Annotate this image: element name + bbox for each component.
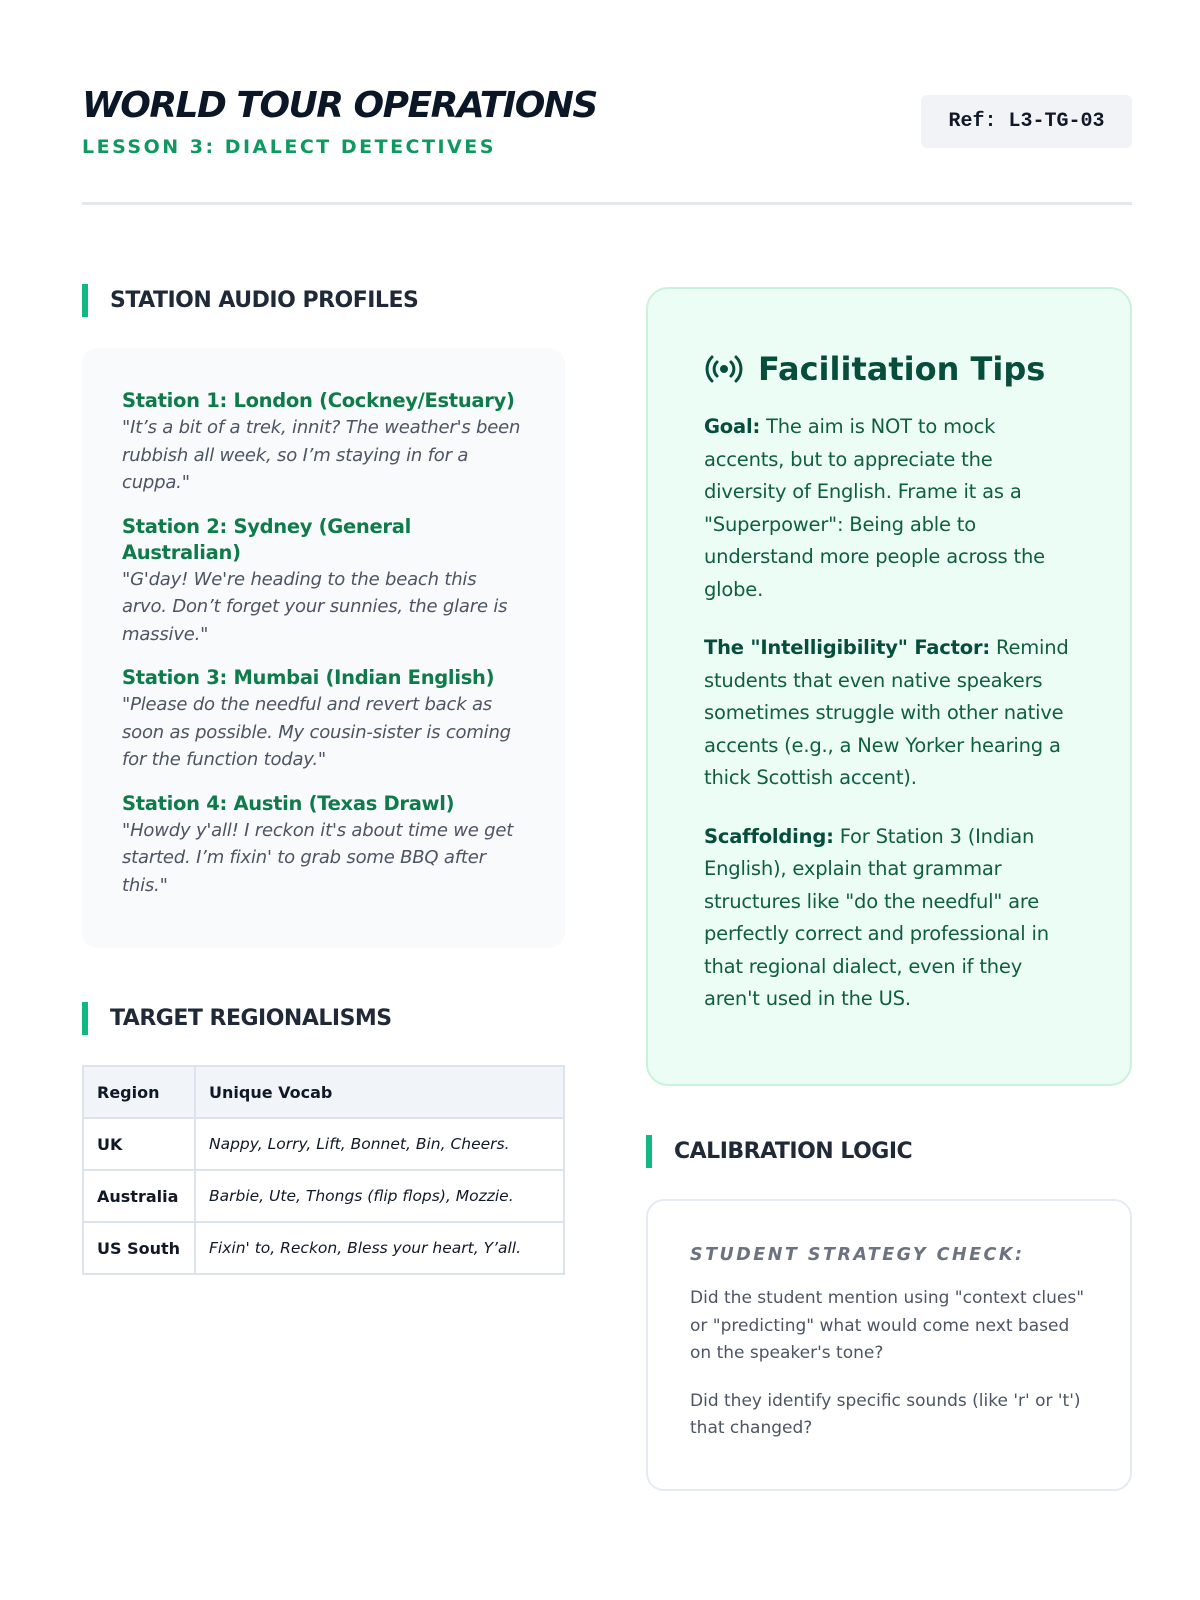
tip-intelligibility <box>704 632 1076 795</box>
section-accent-bar <box>646 1135 652 1168</box>
station-title: Station 4: Austin (Texas Drawl) <box>122 791 455 815</box>
tip-goal <box>704 411 1076 606</box>
tip-label: The "Intelligibility" Factor: <box>704 636 990 659</box>
section-accent-bar <box>82 1002 88 1035</box>
tip-label: Goal: <box>704 415 761 438</box>
tip-text: Remind students that even native speakers sometimes struggle with other native accents (e.g., a New Yorker hearing a thick Scottish accent). <box>704 636 1069 789</box>
section-heading-label: TARGET REGIONALISMS <box>110 1006 392 1031</box>
facilitation-tips-title: Facilitation Tips <box>758 350 1046 388</box>
table-row <box>83 1118 564 1170</box>
facilitation-tips-card <box>646 287 1132 1086</box>
station-item <box>122 514 525 649</box>
facilitation-tips-heading <box>704 349 1076 389</box>
tip-text: The aim is NOT to mock accents, but to appreciate the diversity of English. Frame it as a "Superpower": Being able to understand more people across the globe. <box>704 415 1045 601</box>
station-title: Station 2: Sydney (General Australian) <box>122 514 411 564</box>
station-quote: "Please do the needful and revert back as soon as possible. My cousin-sister is coming for the function today." <box>122 694 511 770</box>
section-heading-label: CALIBRATION LOGIC <box>674 1139 913 1164</box>
table-row <box>83 1222 564 1274</box>
section-heading-calibration <box>646 1135 912 1168</box>
header-divider <box>82 202 1132 205</box>
table-header-row <box>83 1066 564 1118</box>
table-row <box>83 1170 564 1222</box>
region-cell: UK <box>83 1118 195 1170</box>
calibration-question: Did they identify specific sounds (like 'r' or 't') that changed? <box>690 1390 1081 1438</box>
column-header-region: Region <box>83 1066 195 1118</box>
calibration-question: Did the student mention using "context clues" or "predicting" what would come next based on the speaker's tone? <box>690 1288 1085 1363</box>
region-cell: US South <box>83 1222 195 1274</box>
station-item <box>122 791 525 900</box>
calibration-card <box>646 1199 1132 1491</box>
station-title: Station 1: London (Cockney/Estuary) <box>122 389 515 412</box>
section-heading-audio-profiles <box>82 284 418 317</box>
vocab-cell: Fixin' to, Reckon, Bless your heart, Y’all. <box>195 1222 564 1274</box>
lesson-subtitle: LESSON 3: DIALECT DETECTIVES <box>82 136 496 158</box>
station-quote: "Howdy y'all! I reckon it's about time we get started. I’m fixin' to grab some BBQ after this." <box>122 819 514 896</box>
section-heading-label: STATION AUDIO PROFILES <box>110 288 419 313</box>
tip-text: For Station 3 (Indian English), explain that grammar structures like "do the needful" are perfectly correct and professional in that regional dialect, even if they aren't used in the US. <box>704 824 1049 1010</box>
column-header-vocab: Unique Vocab <box>195 1066 564 1118</box>
tip-label: Scaffolding: <box>704 824 834 848</box>
page-title: WORLD TOUR OPERATIONS <box>82 85 597 126</box>
station-quote: "G'day! We're heading to the beach this arvo. Don’t forget your sunnies, the glare is massive." <box>122 568 508 645</box>
station-item <box>122 665 525 774</box>
region-cell: Australia <box>83 1170 195 1222</box>
station-title: Station 3: Mumbai (Indian English) <box>122 666 495 689</box>
station-quote: "It’s a bit of a trek, innit? The weather's been rubbish all week, so I’m staying in for a cuppa." <box>122 417 521 493</box>
station-item <box>122 388 525 497</box>
section-accent-bar <box>82 284 88 317</box>
regionalisms-table <box>82 1065 565 1275</box>
vocab-cell: Barbie, Ute, Thongs (flip flops), Mozzie. <box>195 1170 564 1222</box>
broadcast-icon <box>704 349 744 389</box>
section-heading-regionalisms <box>82 1002 392 1035</box>
tip-scaffolding <box>704 821 1076 1016</box>
station-audio-card <box>82 348 565 948</box>
vocab-cell: Nappy, Lorry, Lift, Bonnet, Bin, Cheers. <box>195 1118 564 1170</box>
strategy-check-heading: STUDENT STRATEGY CHECK: <box>690 1245 1025 1265</box>
reference-badge: Ref: L3-TG-03 <box>921 95 1132 148</box>
